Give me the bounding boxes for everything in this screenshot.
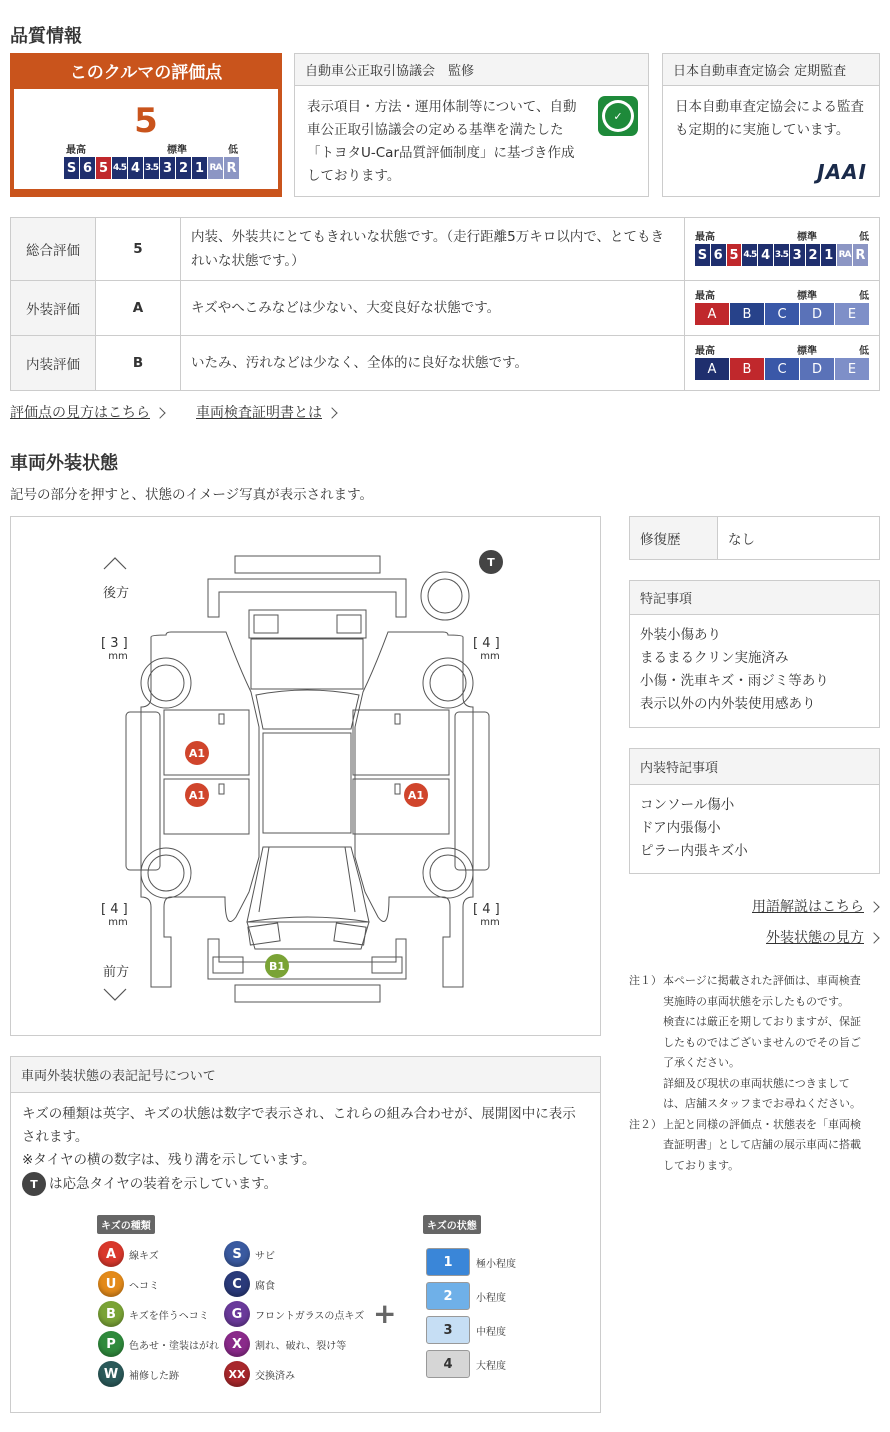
scale-low-label: 低 — [228, 145, 238, 156]
scale-item: 3 — [160, 157, 175, 179]
chevron-right-icon — [154, 407, 165, 418]
damage-type-label: 線キズ — [129, 1250, 159, 1262]
damage-state-item — [426, 1248, 516, 1276]
damage-state-label: 中程度 — [476, 1326, 506, 1338]
scale-item: 4.5 — [112, 157, 127, 179]
interior-notes-heading: 内装特記事項 — [630, 749, 879, 785]
scale-item: R — [224, 157, 239, 179]
eval-row-interior — [11, 336, 880, 391]
list-item: ドア内張傷小 — [640, 820, 721, 836]
jaai-box — [662, 53, 880, 197]
plus-icon: + — [373, 1297, 397, 1330]
damage-state-item — [426, 1282, 506, 1310]
grade-item: E — [835, 303, 869, 325]
damage-type-code: C — [224, 1271, 250, 1297]
legend-heading: 車両外装状態の表記記号について — [11, 1057, 600, 1093]
damage-marker[interactable]: B1 — [265, 954, 289, 978]
how-to-read-link[interactable] — [10, 402, 164, 422]
jaaa-text: 表示項目・方法・運用体制等について、自動車公正取引協議会の定める基準を満たした「トヨタU-Car品質評価制度」に基づき作成しております。 — [307, 99, 577, 184]
scale-item: 5 — [727, 244, 742, 266]
damage-type-code: S — [224, 1241, 250, 1267]
list-item: 表示以外の内外装使用感あり — [640, 696, 816, 712]
grade-item: C — [765, 303, 799, 325]
eval-label: 総合評価 — [11, 218, 96, 281]
damage-state-label: 小程度 — [476, 1292, 506, 1304]
jaaa-heading: 自動車公正取引協議会 監修 — [295, 54, 648, 86]
damage-type-item — [224, 1331, 346, 1357]
tire-depth-front-right: [ 4 ] mm — [473, 902, 500, 928]
note-1 — [629, 971, 880, 1176]
jaai-logo: JAAI — [817, 160, 867, 184]
eval-value: 5 — [96, 218, 181, 281]
damage-type-code: P — [98, 1331, 124, 1357]
damage-type-label: 腐食 — [255, 1280, 275, 1292]
eval-value: B — [96, 336, 181, 391]
damage-marker[interactable]: A1 — [185, 741, 209, 765]
repair-history-box — [629, 516, 880, 560]
grade-item: C — [765, 358, 799, 380]
scale-item: RA — [208, 157, 223, 179]
damage-type-label: 補修した跡 — [129, 1370, 179, 1382]
note-line: したものではございませんのでその旨ご — [663, 1035, 861, 1049]
note-line: 詳細及び現状の車両状態につきまして — [663, 1076, 850, 1090]
scale-item: RA — [837, 244, 852, 266]
eval-desc: キズやへこみなどは少ない、大変良好な状態です。 — [181, 281, 685, 336]
damage-marker[interactable]: A1 — [404, 783, 428, 807]
scale-item: 3.5 — [774, 244, 789, 266]
score-scale — [64, 157, 240, 179]
note-line: 実施時の車両状態を示したものです。 — [663, 994, 850, 1008]
damage-state-item — [426, 1350, 506, 1378]
scale-item: 2 — [176, 157, 191, 179]
damage-type-code: G — [224, 1301, 250, 1327]
damage-state-label: 大程度 — [476, 1360, 506, 1372]
note-line: は、店舗スタッフまでお尋ねください。 — [663, 1097, 861, 1110]
eval-scale — [685, 281, 880, 336]
damage-type-label: ヘコミ — [129, 1280, 159, 1292]
scale-std-label: 標準 — [797, 346, 817, 357]
evaluation-table — [10, 217, 880, 391]
scale-high-label: 最高 — [695, 291, 715, 302]
damage-state-code: 2 — [426, 1282, 470, 1310]
grade-item: E — [835, 358, 869, 380]
damage-type-label: 交換済み — [255, 1370, 295, 1382]
rear-label: 後方 — [103, 586, 130, 601]
scale-std-label: 標準 — [167, 145, 187, 156]
spare-tire-icon: T — [22, 1172, 46, 1196]
glossary-link[interactable] — [752, 896, 878, 916]
inspection-cert-link[interactable] — [196, 402, 336, 422]
note-2-prefix: 注２） — [629, 1117, 662, 1131]
jaai-heading: 日本自動車査定協会 定期監査 — [663, 54, 879, 86]
scale-item: 2 — [806, 244, 821, 266]
eval-row-exterior — [11, 281, 880, 336]
damage-type-item — [224, 1361, 295, 1387]
eval-scale — [685, 336, 880, 391]
damage-type-item — [98, 1331, 219, 1357]
exterior-guide-label: 外装状態の見方 — [766, 930, 864, 946]
eval-scale — [685, 218, 880, 281]
scale-item: 1 — [821, 244, 836, 266]
scale-item: 4.5 — [742, 244, 757, 266]
grade-item: B — [730, 358, 764, 380]
special-notes-box — [629, 580, 880, 728]
damage-type-item — [224, 1271, 275, 1297]
grade-item: A — [695, 303, 729, 325]
eval-label: 内装評価 — [11, 336, 96, 391]
scale-std-label: 標準 — [797, 232, 817, 243]
tire-depth-front-left: [ 4 ] mm — [101, 902, 128, 928]
damage-type-code: W — [98, 1361, 124, 1387]
damage-state-label: 極小程度 — [476, 1258, 516, 1270]
fair-trade-council-logo-icon: ✓ — [598, 96, 638, 136]
eval-desc: 内装、外装共にとてもきれいな状態です。（走行距離5万キロ以内で、とてもきれいな状態です。） — [181, 218, 685, 281]
damage-state-code: 4 — [426, 1350, 470, 1378]
score-card-heading: このクルマの評価点 — [69, 63, 223, 83]
legend-line-1: キズの種類は英字、キズの状態は数字で表示され、これらの組み合わせが、展開図中に表示されます。 — [22, 1106, 576, 1145]
scale-item: 5 — [96, 157, 111, 179]
score-scale-labels — [64, 145, 240, 157]
damage-type-code: B — [98, 1301, 124, 1327]
damage-type-label: 割れ、破れ、裂け等 — [255, 1340, 347, 1352]
legend-line-3: は応急タイヤの装着を示しています。 — [49, 1175, 278, 1192]
scale-item: S — [695, 244, 710, 266]
jaaa-box — [294, 53, 649, 197]
damage-state-code: 3 — [426, 1316, 470, 1344]
damage-type-item — [98, 1301, 209, 1327]
damage-types-tag: キズの種類 — [97, 1215, 155, 1234]
scale-item: 3 — [790, 244, 805, 266]
tire-depth-rear-left: [ 3 ] mm — [101, 636, 128, 662]
grade-item: D — [800, 303, 834, 325]
section-title-exterior: 車両外装状態 — [10, 453, 118, 474]
note-line: しております。 — [663, 1158, 740, 1172]
section-title-quality: 品質情報 — [10, 26, 82, 47]
list-item: 小傷・洗車キズ・雨ジミ等あり — [640, 673, 829, 689]
scale-item: 4 — [128, 157, 143, 179]
score-card — [10, 53, 282, 197]
damage-type-code: XX — [224, 1361, 250, 1387]
scale-high-label: 最高 — [66, 145, 86, 156]
grade-item: B — [730, 303, 764, 325]
legend-box — [10, 1056, 601, 1413]
spare-tire-marker[interactable]: T — [479, 550, 503, 574]
scale-low-label: 低 — [859, 291, 869, 302]
scale-item: 6 — [80, 157, 95, 179]
scale-std-label: 標準 — [797, 291, 817, 302]
damage-marker[interactable]: A1 — [185, 783, 209, 807]
special-notes-heading: 特記事項 — [630, 581, 879, 615]
damage-states-tag: キズの状態 — [423, 1215, 481, 1234]
eval-value: A — [96, 281, 181, 336]
damage-type-label: 色あせ・塗装はがれ — [129, 1340, 219, 1352]
damage-type-item — [224, 1301, 364, 1327]
scale-item: 1 — [192, 157, 207, 179]
repair-history-label: 修復歴 — [630, 517, 718, 559]
scale-item: 4 — [758, 244, 773, 266]
exterior-guide-link[interactable] — [766, 927, 878, 947]
legend-line-2: ※タイヤの横の数字は、残り溝を示しています。 — [22, 1152, 316, 1168]
tire-depth-rear-right: [ 4 ] mm — [473, 636, 500, 662]
front-label: 前方 — [103, 965, 130, 980]
damage-type-item — [224, 1241, 275, 1267]
score-value: 5 — [134, 101, 158, 141]
chevron-right-icon — [868, 932, 879, 943]
scale-high-label: 最高 — [695, 232, 715, 243]
car-diagram — [11, 517, 600, 1035]
scale-item: R — [853, 244, 868, 266]
note-line: 査証明書」として店舗の展示車両に搭載 — [663, 1138, 861, 1151]
damage-type-item — [98, 1271, 159, 1297]
damage-type-code: U — [98, 1271, 124, 1297]
note-line: 本ページに掲載された評価は、車両検査 — [663, 974, 861, 987]
glossary-label: 用語解説はこちら — [752, 899, 864, 915]
damage-type-item — [98, 1241, 159, 1267]
scale-low-label: 低 — [859, 346, 869, 357]
damage-type-label: キズを伴うヘコミ — [129, 1310, 209, 1322]
damage-state-code: 1 — [426, 1248, 470, 1276]
inspection-cert-label: 車両検査証明書とは — [196, 405, 322, 421]
repair-history-value: なし — [728, 532, 755, 548]
scale-low-label: 低 — [859, 232, 869, 243]
list-item: コンソール傷小 — [640, 797, 735, 813]
eval-label: 外装評価 — [11, 281, 96, 336]
scale-item: 3.5 — [144, 157, 159, 179]
damage-type-label: サビ — [255, 1250, 275, 1262]
note-line: 上記と同様の評価点・状態表を「車両検 — [663, 1117, 861, 1131]
grade-item: D — [800, 358, 834, 380]
note-line: 検査には厳正を期しておりますが、保証 — [663, 1015, 861, 1028]
damage-type-code: X — [224, 1331, 250, 1357]
damage-state-item — [426, 1316, 506, 1344]
chevron-right-icon — [326, 407, 337, 418]
damage-type-code: A — [98, 1241, 124, 1267]
grade-item: A — [695, 358, 729, 380]
car-diagram-box — [10, 516, 601, 1036]
damage-type-label: フロントガラスの点キズ — [255, 1310, 365, 1322]
scale-high-label: 最高 — [695, 346, 715, 357]
note-1-prefix: 注１） — [629, 974, 662, 987]
how-to-read-label: 評価点の見方はこちら — [10, 405, 150, 421]
damage-type-item — [98, 1361, 179, 1387]
list-item: まるまるクリン実施済み — [640, 650, 789, 666]
scale-item: 6 — [711, 244, 726, 266]
exterior-subtitle: 記号の部分を押すと、状態のイメージ写真が表示されます。 — [10, 487, 374, 503]
list-item: 外装小傷あり — [640, 627, 721, 643]
eval-desc: いたみ、汚れなどは少なく、全体的に良好な状態です。 — [181, 336, 685, 391]
interior-notes-box — [629, 748, 880, 874]
list-item: ピラー内張キズ小 — [640, 843, 748, 859]
scale-item: S — [64, 157, 79, 179]
chevron-right-icon — [868, 901, 879, 912]
jaai-text: 日本自動車査定協会による監査も定期的に実施しています。 — [675, 99, 864, 138]
eval-row-overall — [11, 218, 880, 281]
note-line: 了承ください。 — [663, 1056, 740, 1069]
